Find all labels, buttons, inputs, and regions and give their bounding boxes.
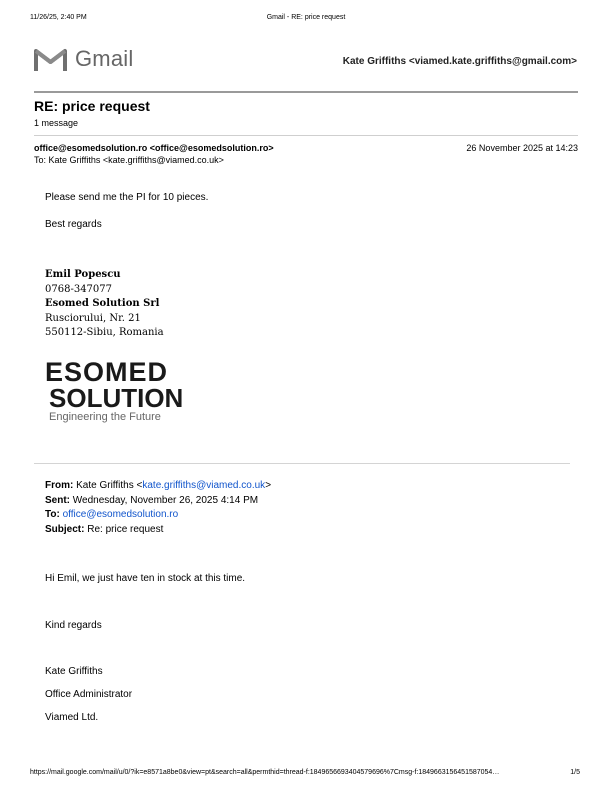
esomed-logo bbox=[45, 356, 195, 412]
message-to: To: Kate Griffiths <kate.griffiths@viamed.co.uk> bbox=[34, 155, 224, 165]
logo-tagline: Engineering the Future bbox=[49, 411, 161, 423]
body-line: Please send me the PI for 10 pieces. bbox=[45, 192, 209, 203]
quote-divider bbox=[34, 463, 570, 464]
fw-to-email-link[interactable]: office@esomedsolution.ro bbox=[62, 509, 179, 521]
print-datetime: 11/26/25, 2:40 PM bbox=[30, 14, 87, 21]
print-title: Gmail - RE: price request bbox=[266, 14, 346, 21]
gmail-wordmark: Gmail bbox=[75, 46, 134, 71]
signature bbox=[45, 268, 164, 341]
forwarded-header bbox=[45, 479, 271, 537]
gmail-m-icon bbox=[34, 47, 67, 72]
body-line: Best regards bbox=[45, 219, 102, 230]
logo-line1: ESOMED bbox=[45, 357, 169, 387]
print-footer-url: https://mail.google.com/mail/u/0/?ik=e8571a8be0&view=pt&search=all&permthid=thread-f:1849656693404579696%7Cmsg-f:1849663156451587054… bbox=[30, 769, 500, 776]
fw-body-line: Hi Emil, we just have ten in stock at this time. bbox=[45, 573, 246, 584]
message-from: office@esomedsolution.ro <office@esomedsolution.ro> bbox=[34, 143, 274, 153]
signature-street: Rusciorului, Nr. 21 bbox=[45, 312, 141, 324]
fw-from-line: From: Kate Griffiths <kate.griffiths@viamed.co.uk> bbox=[45, 480, 272, 491]
thread-divider bbox=[34, 135, 578, 136]
print-page-number: 1/5 bbox=[570, 769, 580, 776]
fw-body-line: Viamed Ltd. bbox=[45, 712, 99, 723]
signature-phone: 0768-347077 bbox=[45, 283, 113, 295]
signature-company: Esomed Solution Srl bbox=[45, 298, 160, 310]
account-label: Kate Griffiths <viamed.kate.griffiths@gmail.com> bbox=[342, 56, 577, 67]
thread-subject: RE: price request bbox=[34, 98, 150, 114]
fw-body-line: Kate Griffiths bbox=[45, 666, 103, 677]
fw-to-line: To: office@esomedsolution.ro bbox=[45, 509, 179, 521]
signature-city: 550112-Sibiu, Romania bbox=[45, 327, 164, 339]
fw-body-line: Office Administrator bbox=[45, 689, 133, 700]
gmail-logo bbox=[34, 46, 133, 72]
header-divider bbox=[34, 91, 578, 93]
signature-name: Emil Popescu bbox=[45, 269, 121, 280]
message-date: 26 November 2025 at 14:23 bbox=[466, 143, 578, 153]
message-count: 1 message bbox=[34, 118, 79, 128]
fw-sent-line: Sent: Wednesday, November 26, 2025 4:14 PM bbox=[45, 494, 259, 506]
logo-line2: SOLUTION bbox=[49, 383, 184, 412]
fw-from-email-link[interactable]: kate.griffiths@viamed.co.uk bbox=[142, 480, 266, 491]
fw-body-line: Kind regards bbox=[45, 620, 102, 631]
fw-subject-line: Subject: Re: price request bbox=[45, 523, 164, 535]
